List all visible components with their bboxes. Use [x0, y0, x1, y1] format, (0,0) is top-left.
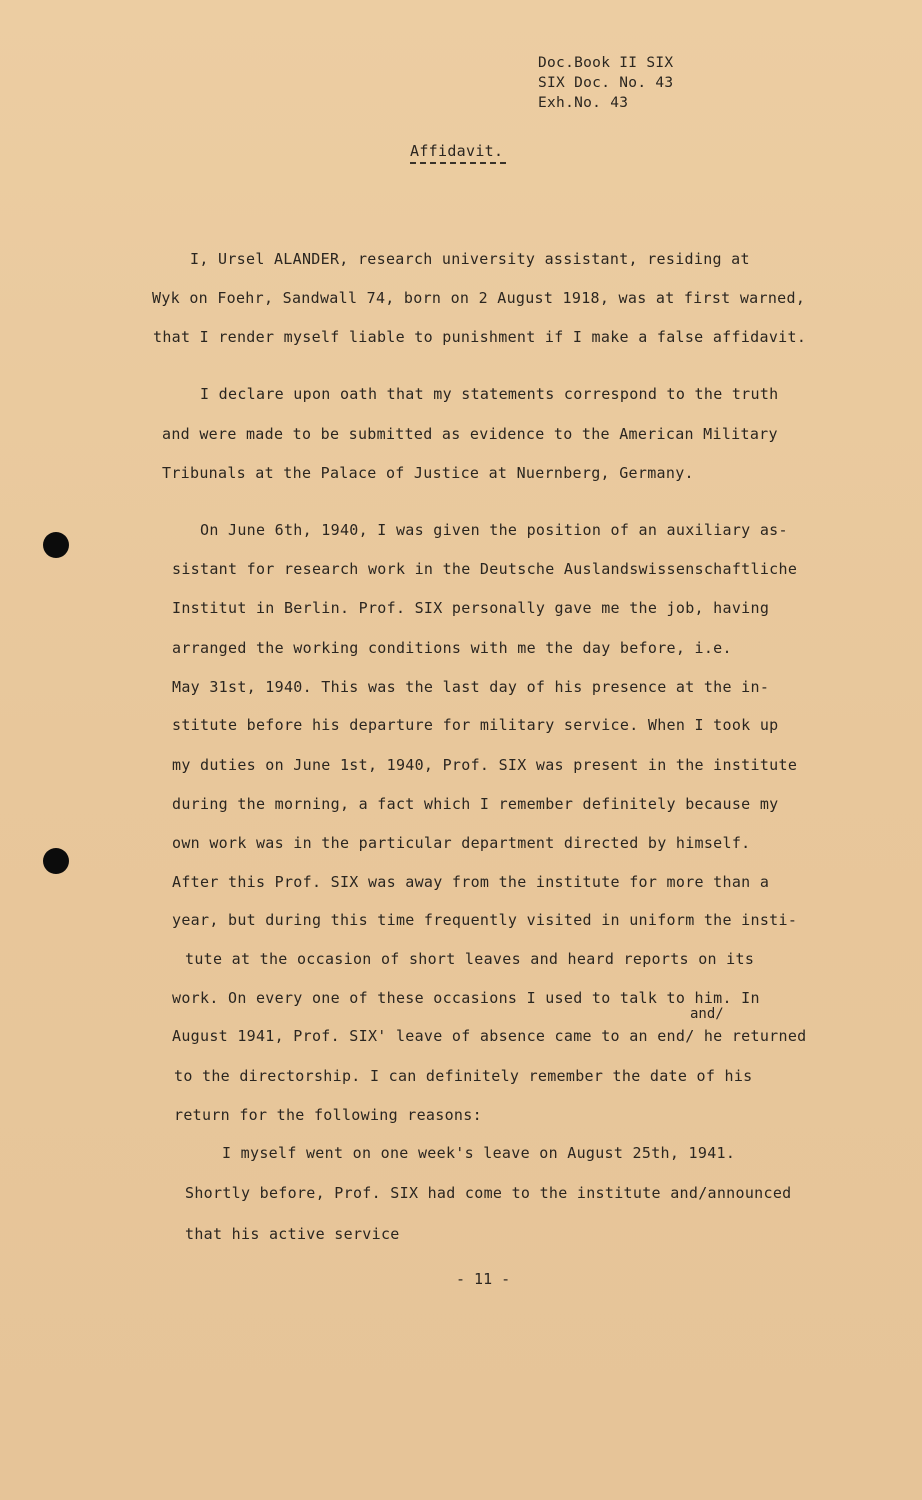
- text-line: to the directorship. I can definitely remember the date of his: [174, 1067, 753, 1085]
- doc-book-label: Doc.Book II SIX: [538, 55, 674, 71]
- text-line: tute at the occasion of short leaves and heard reports on its: [185, 950, 755, 968]
- text-line: I declare upon oath that my statements correspond to the truth: [200, 385, 779, 403]
- text-line: August 1941, Prof. SIX' leave of absence came to an end/ he returned: [172, 1027, 807, 1045]
- handwritten-insertion: and/: [690, 1006, 724, 1022]
- text-line: sistant for research work in the Deutsche Auslandswissenschaftliche: [172, 560, 798, 578]
- text-line: Tribunals at the Palace of Justice at Nuernberg, Germany.: [162, 464, 694, 482]
- text-line: May 31st, 1940. This was the last day of his presence at the in-: [172, 678, 770, 696]
- doc-number-label: SIX Doc. No. 43: [538, 75, 674, 91]
- text-line: arranged the working conditions with me the day before, i.e.: [172, 639, 732, 657]
- text-line: stitute before his departure for military service. When I took up: [172, 716, 779, 734]
- title-underline: [410, 162, 506, 164]
- punch-hole: [43, 848, 69, 874]
- text-line: return for the following reasons:: [174, 1106, 482, 1124]
- text-line: and were made to be submitted as evidence to the American Military: [162, 425, 778, 443]
- punch-hole: [43, 532, 69, 558]
- text-line: Shortly before, Prof. SIX had come to the institute and/announced: [185, 1184, 792, 1202]
- text-line: own work was in the particular department directed by himself.: [172, 834, 751, 852]
- text-line: my duties on June 1st, 1940, Prof. SIX was present in the institute: [172, 756, 798, 774]
- text-line: during the morning, a fact which I remember definitely because my: [172, 795, 779, 813]
- text-line: On June 6th, 1940, I was given the position of an auxiliary as-: [200, 521, 788, 539]
- document-title: Affidavit.: [410, 142, 504, 160]
- text-line: year, but during this time frequently visited in uniform the insti-: [172, 911, 798, 929]
- page-number: - 11 -: [456, 1270, 511, 1288]
- text-line: I myself went on one week's leave on August 25th, 1941.: [222, 1144, 736, 1162]
- text-line: that I render myself liable to punishment if I make a false affidavit.: [153, 328, 807, 346]
- text-line: that his active service: [185, 1225, 400, 1243]
- text-line: work. On every one of these occasions I used to talk to him. In: [172, 989, 760, 1007]
- exhibit-number-label: Exh.No. 43: [538, 95, 629, 111]
- text-line: Institut in Berlin. Prof. SIX personally gave me the job, having: [172, 599, 770, 617]
- text-line: Wyk on Foehr, Sandwall 74, born on 2 August 1918, was at first warned,: [152, 289, 806, 307]
- text-line: After this Prof. SIX was away from the institute for more than a: [172, 873, 770, 891]
- text-line: I, Ursel ALANDER, research university assistant, residing at: [190, 250, 750, 268]
